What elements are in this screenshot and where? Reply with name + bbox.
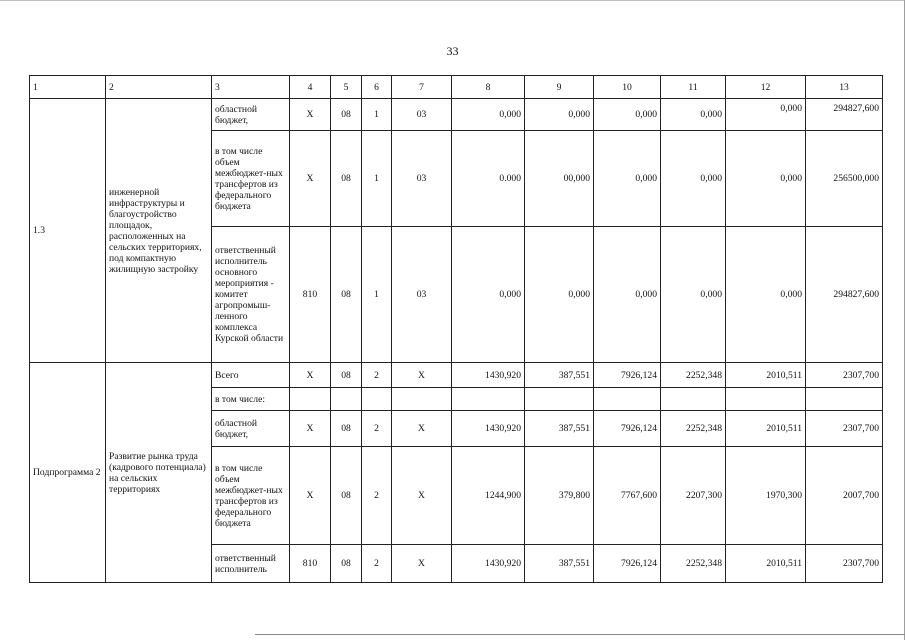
- value-cell: 1970,300: [726, 447, 806, 545]
- source-cell: в том числе объем межбюджет-ных трансфертов из федерального бюджета: [212, 131, 290, 227]
- header-cell: 9: [525, 76, 594, 99]
- value-cell: X: [290, 99, 331, 131]
- value-cell: [392, 388, 452, 411]
- value-cell: 256500,000: [806, 131, 883, 227]
- value-cell: 387,551: [525, 545, 594, 583]
- value-cell: 0,000: [726, 131, 806, 227]
- row-code: 1.3: [30, 99, 106, 363]
- header-cell: 12: [726, 76, 806, 99]
- scan-edge-bottom: [255, 634, 905, 635]
- header-cell: 10: [594, 76, 661, 99]
- value-cell: [594, 388, 661, 411]
- value-cell: 0,000: [661, 131, 726, 227]
- value-cell: 2252,348: [661, 411, 726, 447]
- value-cell: 03: [392, 99, 452, 131]
- value-cell: 0.000: [452, 131, 525, 227]
- value-cell: 379,800: [525, 447, 594, 545]
- value-cell: 1: [362, 227, 392, 363]
- value-cell: 0,000: [661, 99, 726, 131]
- header-cell: 5: [331, 76, 362, 99]
- value-cell: [726, 388, 806, 411]
- value-cell: 387,551: [525, 411, 594, 447]
- row-name: Развитие рынка труда (кадрового потенциала) на сельских территориях: [106, 363, 212, 583]
- value-cell: 08: [331, 99, 362, 131]
- value-cell: X: [290, 363, 331, 388]
- value-cell: 00,000: [525, 131, 594, 227]
- scan-edge-top: [0, 0, 905, 1]
- value-cell: 2: [362, 545, 392, 583]
- value-cell: 2007,700: [806, 447, 883, 545]
- value-cell: 0,000: [594, 99, 661, 131]
- value-cell: X: [392, 363, 452, 388]
- value-cell: [452, 388, 525, 411]
- value-cell: [362, 388, 392, 411]
- value-cell: [806, 388, 883, 411]
- value-cell: 7926,124: [594, 545, 661, 583]
- header-row: [30, 76, 883, 99]
- header-cell: 2: [106, 76, 212, 99]
- value-cell: 294827,600: [806, 99, 883, 131]
- source-cell: областной бюджет,: [212, 99, 290, 131]
- source-cell: в том числе:: [212, 388, 290, 411]
- value-cell: 810: [290, 227, 331, 363]
- value-cell: X: [290, 447, 331, 545]
- value-cell: 0,000: [525, 227, 594, 363]
- table-row: [30, 363, 883, 388]
- value-cell: 0,000: [726, 99, 806, 131]
- header-cell: 6: [362, 76, 392, 99]
- value-cell: 1430,920: [452, 363, 525, 388]
- value-cell: X: [290, 411, 331, 447]
- value-cell: 03: [392, 131, 452, 227]
- value-cell: 08: [331, 411, 362, 447]
- value-cell: 7926,124: [594, 363, 661, 388]
- page-number: 33: [446, 44, 459, 58]
- value-cell: 0,000: [594, 227, 661, 363]
- value-cell: 1430,920: [452, 411, 525, 447]
- source-cell: ответственный исполнитель основного мероприятия - комитет агропромыш-ленного комплекса Курской области: [212, 227, 290, 363]
- value-cell: 2252,348: [661, 363, 726, 388]
- value-cell: 2010,511: [726, 363, 806, 388]
- header-cell: 7: [392, 76, 452, 99]
- value-cell: X: [392, 545, 452, 583]
- value-cell: 0,000: [594, 131, 661, 227]
- value-cell: 08: [331, 227, 362, 363]
- value-cell: 2: [362, 411, 392, 447]
- value-cell: 1: [362, 131, 392, 227]
- header-cell: 8: [452, 76, 525, 99]
- value-cell: 0,000: [452, 99, 525, 131]
- header-cell: 4: [290, 76, 331, 99]
- value-cell: 2252,348: [661, 545, 726, 583]
- row-name: инженерной инфраструктуры и благоустройство площадок, расположенных на сельских территориях, под компактную жилищную застройку: [106, 99, 212, 363]
- value-cell: 2307,700: [806, 363, 883, 388]
- budget-table: [29, 75, 883, 583]
- value-cell: 7767,600: [594, 447, 661, 545]
- value-cell: 08: [331, 131, 362, 227]
- table-row: [30, 99, 883, 131]
- value-cell: [290, 388, 331, 411]
- header-cell: 1: [30, 76, 106, 99]
- value-cell: 2307,700: [806, 411, 883, 447]
- value-cell: 0,000: [726, 227, 806, 363]
- value-cell: [331, 388, 362, 411]
- value-cell: 7926,124: [594, 411, 661, 447]
- value-cell: 810: [290, 545, 331, 583]
- value-cell: 03: [392, 227, 452, 363]
- value-cell: 08: [331, 545, 362, 583]
- value-cell: 2010,511: [726, 545, 806, 583]
- value-cell: 08: [331, 447, 362, 545]
- header-cell: 13: [806, 76, 883, 99]
- value-cell: X: [392, 447, 452, 545]
- value-cell: 2010,511: [726, 411, 806, 447]
- value-cell: 2307,700: [806, 545, 883, 583]
- value-cell: 0,000: [525, 99, 594, 131]
- value-cell: 1244,900: [452, 447, 525, 545]
- value-cell: 1: [362, 99, 392, 131]
- value-cell: 08: [331, 363, 362, 388]
- row-code: Подпрограмма 2: [30, 363, 106, 583]
- value-cell: 387,551: [525, 363, 594, 388]
- value-cell: [661, 388, 726, 411]
- value-cell: 1430,920: [452, 545, 525, 583]
- value-cell: [525, 388, 594, 411]
- header-cell: 11: [661, 76, 726, 99]
- value-cell: 0,000: [452, 227, 525, 363]
- value-cell: 2: [362, 447, 392, 545]
- source-cell: Всего: [212, 363, 290, 388]
- value-cell: 2: [362, 363, 392, 388]
- source-cell: ответственный исполнитель: [212, 545, 290, 583]
- value-cell: X: [392, 411, 452, 447]
- value-cell: 0,000: [661, 227, 726, 363]
- value-cell: X: [290, 131, 331, 227]
- source-cell: областной бюджет,: [212, 411, 290, 447]
- value-cell: 294827,600: [806, 227, 883, 363]
- header-cell: 3: [212, 76, 290, 99]
- source-cell: в том числе объем межбюджет-ных трансфертов из федерального бюджета: [212, 447, 290, 545]
- value-cell: 2207,300: [661, 447, 726, 545]
